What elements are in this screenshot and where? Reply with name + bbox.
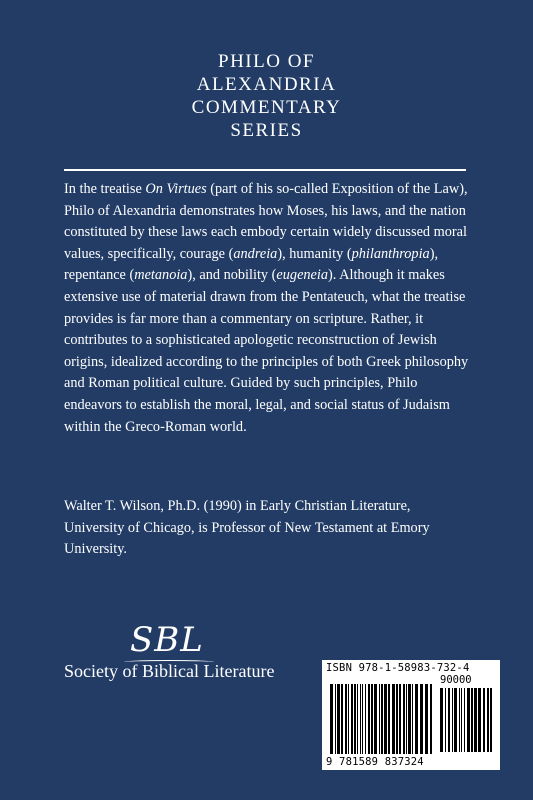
blurb-text: ), and nobility ( [187,267,277,284]
barcode-bar [335,684,336,754]
barcode-bar [490,688,492,752]
blurb-text: (part of his so-called Exposition of the Law), Philo of Alexandria demonstrates how Moses, his laws, and the nation constituted by these laws each embody certain widely discussed moral values, specifically, courage ( [64,181,468,262]
barcode-bar [440,688,443,752]
greek-term-andreia: andreia [233,245,278,262]
barcode-bar [348,684,349,754]
barcode-bar [365,684,366,754]
barcode-bar [412,684,413,754]
barcode-bar [403,684,405,754]
barcode-bar [487,688,489,752]
barcode-bar [478,688,481,752]
series-title [0,50,533,142]
barcode-bar [360,684,361,754]
series-title-line-2: ALEXANDRIA [196,74,337,95]
sbl-logo-text: SBL [130,620,204,660]
barcode-bar [354,684,356,754]
barcode-bar [381,684,383,754]
barcode-bar [374,684,377,754]
barcode-bar [384,684,387,754]
book-title-italic: On Virtues [145,181,207,197]
barcode-bar [464,688,465,752]
blurb-text: ), repentance ( [64,245,439,284]
barcode-bar [357,684,358,754]
barcode-bar [368,684,370,754]
blurb-text: ), humanity ( [277,245,352,262]
barcode-bar [345,684,347,754]
barcode-bar [474,688,477,752]
sbl-logo [130,620,204,660]
blurb-text: In the treatise [64,181,146,197]
barcode-bar [408,684,411,754]
barcode-bar [396,684,398,754]
barcode-digits: 9 781589 837324 [326,756,424,768]
barcode-bar [467,688,470,752]
barcode-bar [392,684,395,754]
barcode-bars [330,684,436,754]
divider-rule [64,169,466,171]
barcode-bar [337,684,340,754]
barcode-box [322,660,500,770]
barcode-bar [341,684,343,754]
barcode-bar [425,684,428,754]
barcode-bar [379,684,380,754]
barcode-bar [371,684,373,754]
price-code: 90000 [440,674,472,686]
greek-term-philanthropia: philanthropia [351,245,430,262]
series-title-line-1: PHILO OF [218,51,315,72]
greek-term-eugeneia: eugeneia [276,267,329,284]
barcode-bar [351,684,353,754]
barcode-bar [483,688,485,752]
barcode-bar [445,688,446,752]
barcode-bar [420,684,423,754]
barcode-bar [459,688,460,752]
series-title-line-3: COMMENTARY [191,97,342,118]
blurb-text: ). Although it makes extensive use of material drawn from the Pentateuch, what the treatise provides is far more than a commentary on scripture. Rather, it contributes to a sophisticated apologetic reconstruction of Jewish origins, idealized according to the principles of both Greek philosophy and Roman political culture. Guided by such principles, Philo endeavors to establish the moral, legal, and social status of Judaism within the Greco-Roman world. [64,267,469,435]
author-bio: Walter T. Wilson, Ph.D. (1990) in Early Christian Literature, University of Chicago, is Professor of New Testament at Emory University. [64,498,430,558]
barcode-bar [471,688,473,752]
series-title-line-4: SERIES [230,120,303,141]
greek-term-metanoia: metanoia [134,267,188,284]
barcode-bar [399,684,401,754]
barcode-bar [452,688,453,752]
barcode-bar [430,684,432,754]
isbn-label: ISBN 978-1-58983-732-4 [326,662,470,674]
barcode-bar [330,684,333,754]
blurb-paragraph [64,179,474,438]
barcode-bar [461,688,462,752]
barcode-bar [454,688,457,752]
barcode-addon-bars [440,688,494,752]
barcode-bar [406,684,407,754]
publisher-name: Society of Biblical Literature [64,661,275,681]
barcode-bar [415,684,418,754]
barcode-bar [448,688,450,752]
barcode-bar [388,684,390,754]
barcode-bar [362,684,363,754]
